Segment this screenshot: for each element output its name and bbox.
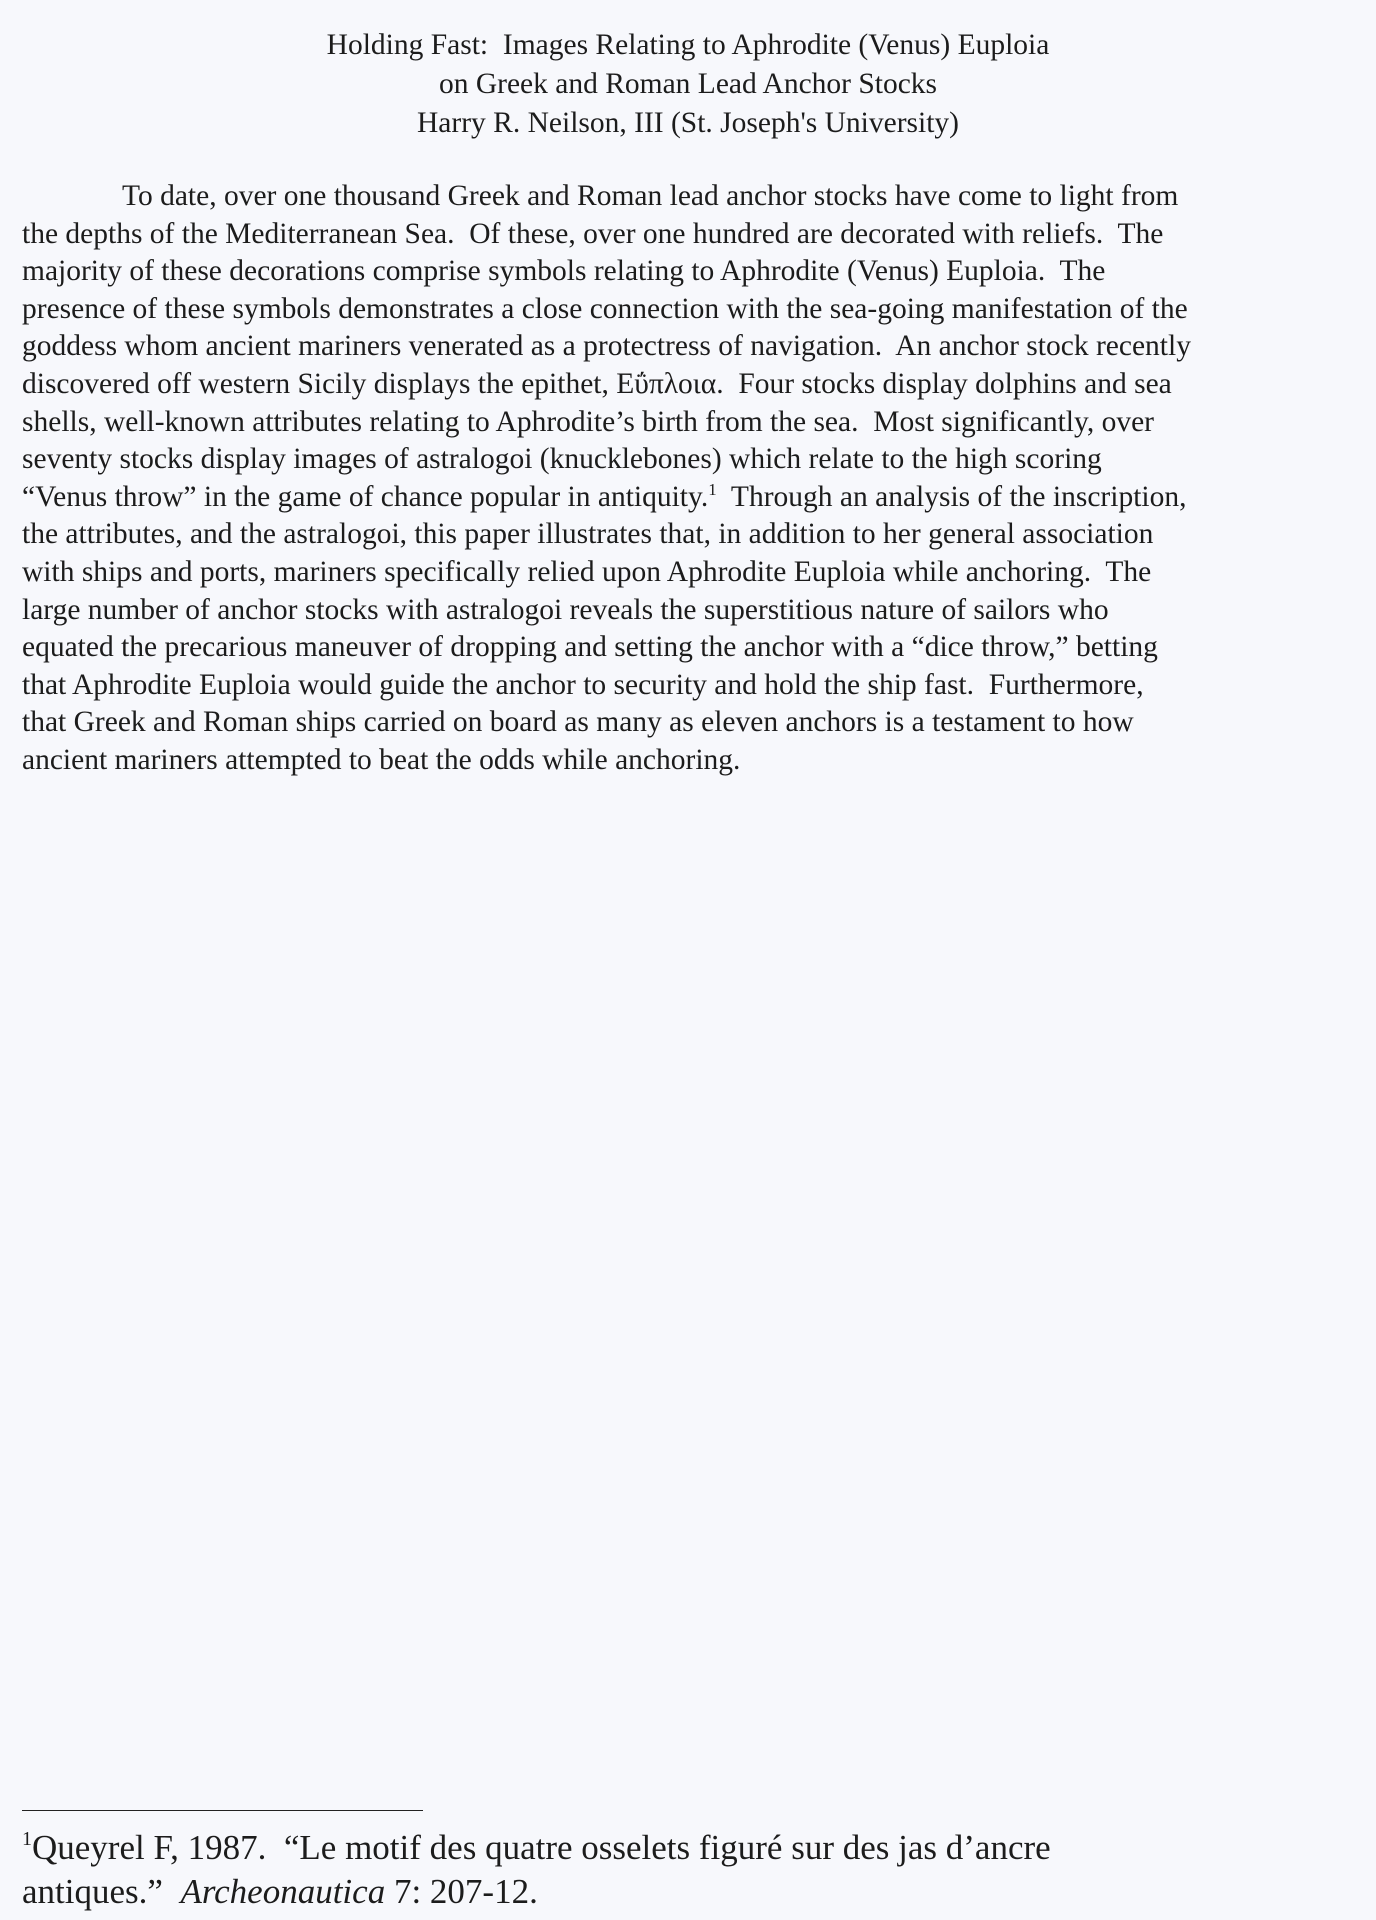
footnote-text: antiques.”	[22, 1872, 181, 1911]
abstract-line: majority of these decorations comprise symbols relating to Aphrodite (Venus) Euploia. The	[22, 255, 1106, 288]
abstract-line: presence of these symbols demonstrates a close connection with the sea-going manifestation of the	[22, 292, 1188, 325]
footnote-text: Queyrel F, 1987. “Le motif des quatre osselets figuré sur des jas d’ancre	[32, 1828, 1051, 1867]
footnote-divider	[22, 1810, 423, 1811]
footnote	[22, 1826, 1362, 1914]
paper-title-line-1: Holding Fast: Images Relating to Aphrodite (Venus) Euploia	[326, 29, 1050, 61]
abstract-line: goddess whom ancient mariners venerated as a protectress of navigation. An anchor stock recently	[22, 330, 1191, 363]
footnote-marker: 1	[22, 1828, 32, 1850]
title-block	[0, 26, 1376, 143]
abstract-line: with ships and ports, mariners specifically relied upon Aphrodite Euploia while anchoring. The	[22, 555, 1152, 588]
footnote-line-2	[22, 1870, 1362, 1914]
abstract-line: discovered off western Sicily displays the epithet, Εΰπλοια. Four stocks display dolphins and sea	[22, 367, 1172, 400]
abstract-paragraph	[22, 178, 1362, 780]
abstract-line: ancient mariners attempted to beat the odds while anchoring.	[22, 743, 741, 776]
abstract-line: To date, over one thousand Greek and Roman lead anchor stocks have come to light from	[122, 180, 1179, 212]
abstract-line-with-footnote	[22, 479, 1362, 517]
paper-title-line-2: on Greek and Roman Lead Anchor Stocks	[438, 68, 938, 100]
footnote-text: 7: 207-12.	[385, 1872, 538, 1911]
abstract-line: the depths of the Mediterranean Sea. Of these, over one hundred are decorated with reliefs. The	[22, 217, 1164, 250]
footnote-line-1	[22, 1826, 1362, 1870]
footnote-reference[interactable]: 1	[708, 479, 717, 499]
abstract-line-text: “Venus throw” in the game of chance popular in antiquity.	[22, 480, 709, 513]
abstract-line: shells, well-known attributes relating to Aphrodite’s birth from the sea. Most significantly, over	[22, 405, 1154, 438]
abstract-line: that Greek and Roman ships carried on board as many as eleven anchors is a testament to how	[22, 706, 1134, 739]
author-line: Harry R. Neilson, III (St. Joseph's University)	[417, 107, 959, 139]
abstract-line: large number of anchor stocks with astralogoi reveals the superstitious nature of sailors who	[22, 593, 1109, 626]
journal-title: Archeonautica	[180, 1872, 386, 1911]
abstract-line: seventy stocks display images of astralogoi (knucklebones) which relate to the high scoring	[22, 443, 1102, 476]
abstract-line: the attributes, and the astralogoi, this paper illustrates that, in addition to her general association	[22, 518, 1154, 551]
abstract-line-tail: Through an analysis of the inscription,	[716, 480, 1187, 513]
abstract-line: that Aphrodite Euploia would guide the anchor to security and hold the ship fast. Furthermore,	[22, 668, 1144, 701]
abstract-line: equated the precarious maneuver of dropping and setting the anchor with a “dice throw,” betting	[22, 631, 1158, 664]
